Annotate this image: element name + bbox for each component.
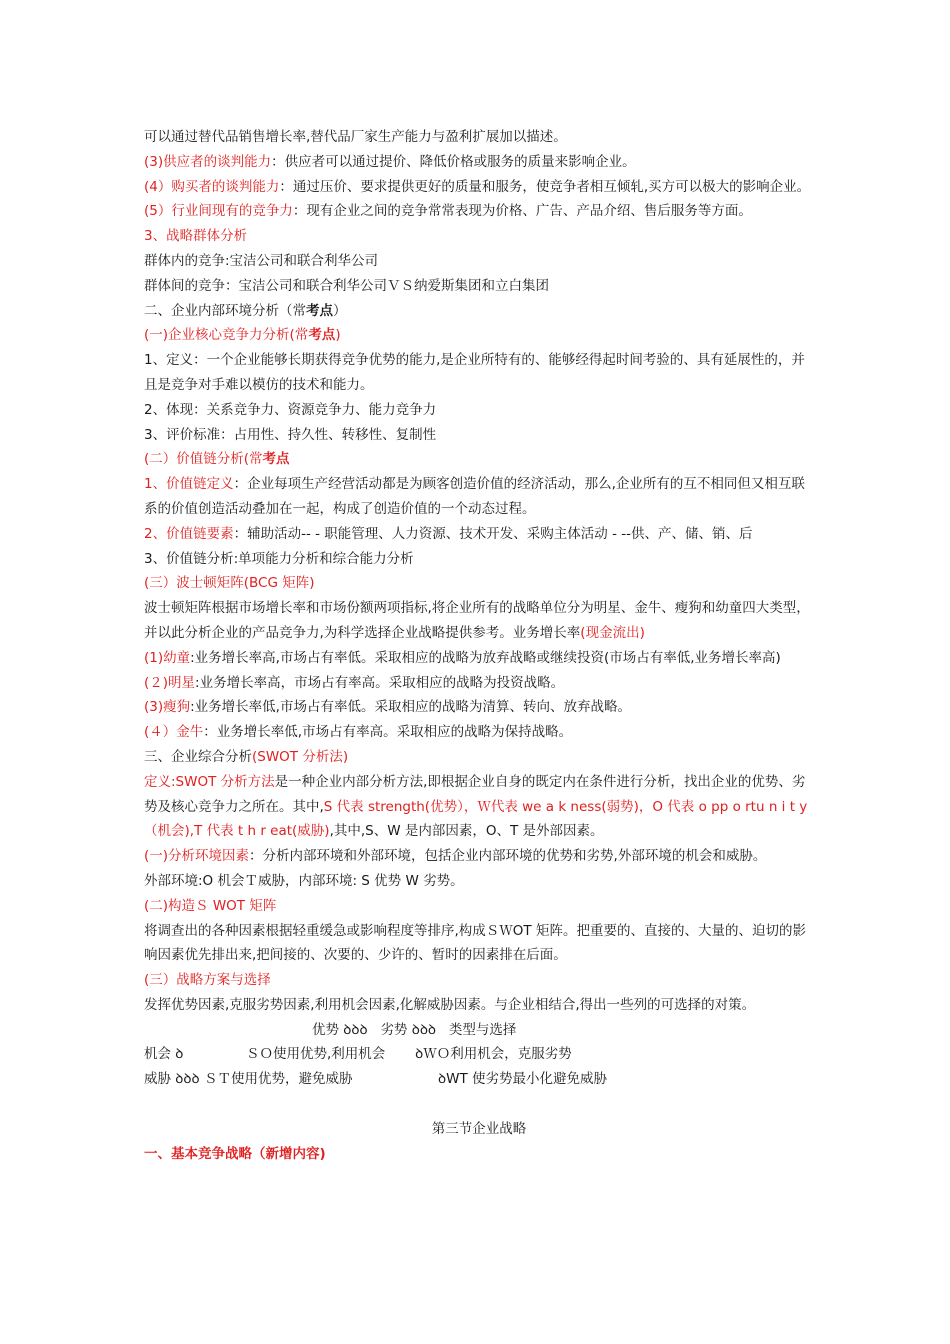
paragraph: 1、定义：一个企业能够长期获得竞争优势的能力,是企业所特有的、能够经得起时间考验的、具有延展性的，并且是竞争对手难以模仿的技术和能力。 <box>144 352 805 393</box>
red-label: (２)明星 <box>144 674 196 691</box>
paragraph: (4）购买者的谈判能力：通过压价、要求提供更好的质量和服务，使竞争者相互倾轧,买方可以极大的影响企业。 <box>144 178 811 195</box>
subheading: (三）战略方案与选择 <box>144 972 271 989</box>
red-label: 定义:SWOT 分析方法 <box>144 773 275 790</box>
red-label: (3)供应者的谈判能力 <box>144 153 272 170</box>
paragraph: (２)明星:业务增长率高，市场占有率高。采取相应的战略为投资战略。 <box>144 674 565 691</box>
paragraph: (3)瘦狗:业务增长率低,市场占有率低。采取相应的战略为清算、转向、放弃战略。 <box>144 699 631 716</box>
paragraph: 3、评价标准：占用性、持久性、转移性、复制性 <box>144 426 437 443</box>
section-heading: 一、基本竞争战略（新增内容) <box>144 1145 326 1162</box>
swot-table-row: 威胁 ꝺꝺꝺ ＳＴ使用优势，避免威胁 ꝺWT 使劣势最小化避免威胁 <box>144 1071 607 1088</box>
red-label: 1、价值链定义 <box>144 476 234 493</box>
red-label: (现金流出) <box>580 624 645 641</box>
red-label: (4）购买者的谈判能力 <box>144 178 280 195</box>
red-label: (5）行业间现有的竞争力 <box>144 203 293 220</box>
paragraph: 可以通过替代品销售增长率,替代品厂家生产能力与盈利扩展加以描述。 <box>144 129 567 145</box>
paragraph: 3、价值链分析:单项能力分析和综合能力分析 <box>144 550 414 567</box>
paragraph: 波士顿矩阵根据市场增长率和市场份额两项指标,将企业所有的战略单位分为明星、金牛、瘦狗和幼童四大类型，并以此分析企业的产品竞争力,为科学选择企业战略提供参考。业务增长率(现金流出) <box>144 600 810 641</box>
red-label: 2、价值链要素 <box>144 525 234 542</box>
subheading: (三）波士顿矩阵(BCG 矩阵) <box>144 575 315 592</box>
paragraph: (1)幼童:业务增长率高,市场占有率低。采取相应的战略为放弃战略或继续投资(市场占有率低,业务增长率高) <box>144 649 781 666</box>
subheading: 3、战略群体分析 <box>144 228 248 245</box>
paragraph: 群体内的竞争:宝洁公司和联合利华公司 <box>144 252 379 269</box>
paragraph: 将调查出的各种因素根据轻重缓急或影响程度等排序,构成ＳＷOT 矩阵。把重要的、直接的、大量的、迫切的影响因素优先排出来,把间接的、次要的、少许的、暂时的因素排在后面。 <box>144 922 806 964</box>
swot-table-header: 优势 ꝺꝺꝺ 劣势 ꝺꝺꝺ 类型与选择 <box>312 1021 517 1038</box>
section-title: 第三节企业战略 <box>431 1120 527 1137</box>
subheading: (一)企业核心竞争力分析(常考点) <box>144 327 341 344</box>
paragraph: (5）行业间现有的竞争力：现有企业之间的竞争常常表现为价格、广告、产品介绍、售后服务等方面。 <box>144 203 752 220</box>
red-label: S 代表 strength(优势），Ｗ代表 we a k ness(弱势)，O 代表 o pp o rtu n i t y（机会),T 代表 t h r eat(威胁) <box>144 798 808 840</box>
paragraph: (４）金牛：业务增长率低,市场占有率高。采取相应的战略为保持战略。 <box>144 724 573 741</box>
red-label: (４）金牛 <box>144 724 204 741</box>
paragraph: 外部环境:O 机会Ｔ威胁，内部环境: S 优势 W 劣势。 <box>144 872 464 889</box>
paragraph: 发挥优势因素,克服劣势因素,利用机会因素,化解威胁因素。与企业相结合,得出一些列的可选择的对策。 <box>144 996 756 1013</box>
red-label: (一)分析环境因素 <box>144 848 250 865</box>
red-label: (3)瘦狗 <box>144 699 191 716</box>
red-label: (1)幼童 <box>144 649 191 666</box>
swot-table-row: 机会 ꝺ ＳＯ使用优势,利用机会 ꝺＷＯ利用机会，克服劣势 <box>144 1046 572 1063</box>
subheading: (二)构造Ｓ WOT 矩阵 <box>144 897 277 914</box>
document-body <box>144 125 814 1166</box>
paragraph: 2、价值链要素：辅助活动-- - 职能管理、人力资源、技术开发、采购主体活动 - --供、产、储、销、后 <box>144 525 753 542</box>
section-heading: 三、企业综合分析(SWOT 分析法) <box>144 748 349 765</box>
paragraph: 2、体现：关系竞争力、资源竞争力、能力竞争力 <box>144 401 437 418</box>
paragraph: (一)分析环境因素：分析内部环境和外部环境，包括企业内部环境的优势和劣势,外部环境的机会和威胁。 <box>144 848 767 865</box>
section-heading: 二、企业内部环境分析（常考点） <box>144 302 347 319</box>
subheading: (二）价值链分析(常考点 <box>144 451 290 468</box>
paragraph: 定义:SWOT 分析方法是一种企业内部分析方法,即根据企业自身的既定内在条件进行分析，找出企业的优势、劣势及核心竞争力之所在。其中,S 代表 strength(优势），Ｗ代表 we a k ness(弱势)，O 代表 o pp o rtu n i t y（机会),T 代表 t h r eat(威胁),其中,S、W 是内部因素，O、T 是外部因素。 <box>144 773 808 840</box>
paragraph: 1、价值链定义：企业每项生产经营活动都是为顾客创造价值的经济活动，那么,企业所有的互不相同但又相互联系的价值创造活动叠加在一起，构成了创造价值的一个动态过程。 <box>144 476 805 517</box>
paragraph: 群体间的竞争：宝洁公司和联合利华公司ＶＳ纳爱斯集团和立白集团 <box>144 277 549 294</box>
paragraph: (3)供应者的谈判能力：供应者可以通过提价、降低价格或服务的质量来影响企业。 <box>144 153 636 170</box>
